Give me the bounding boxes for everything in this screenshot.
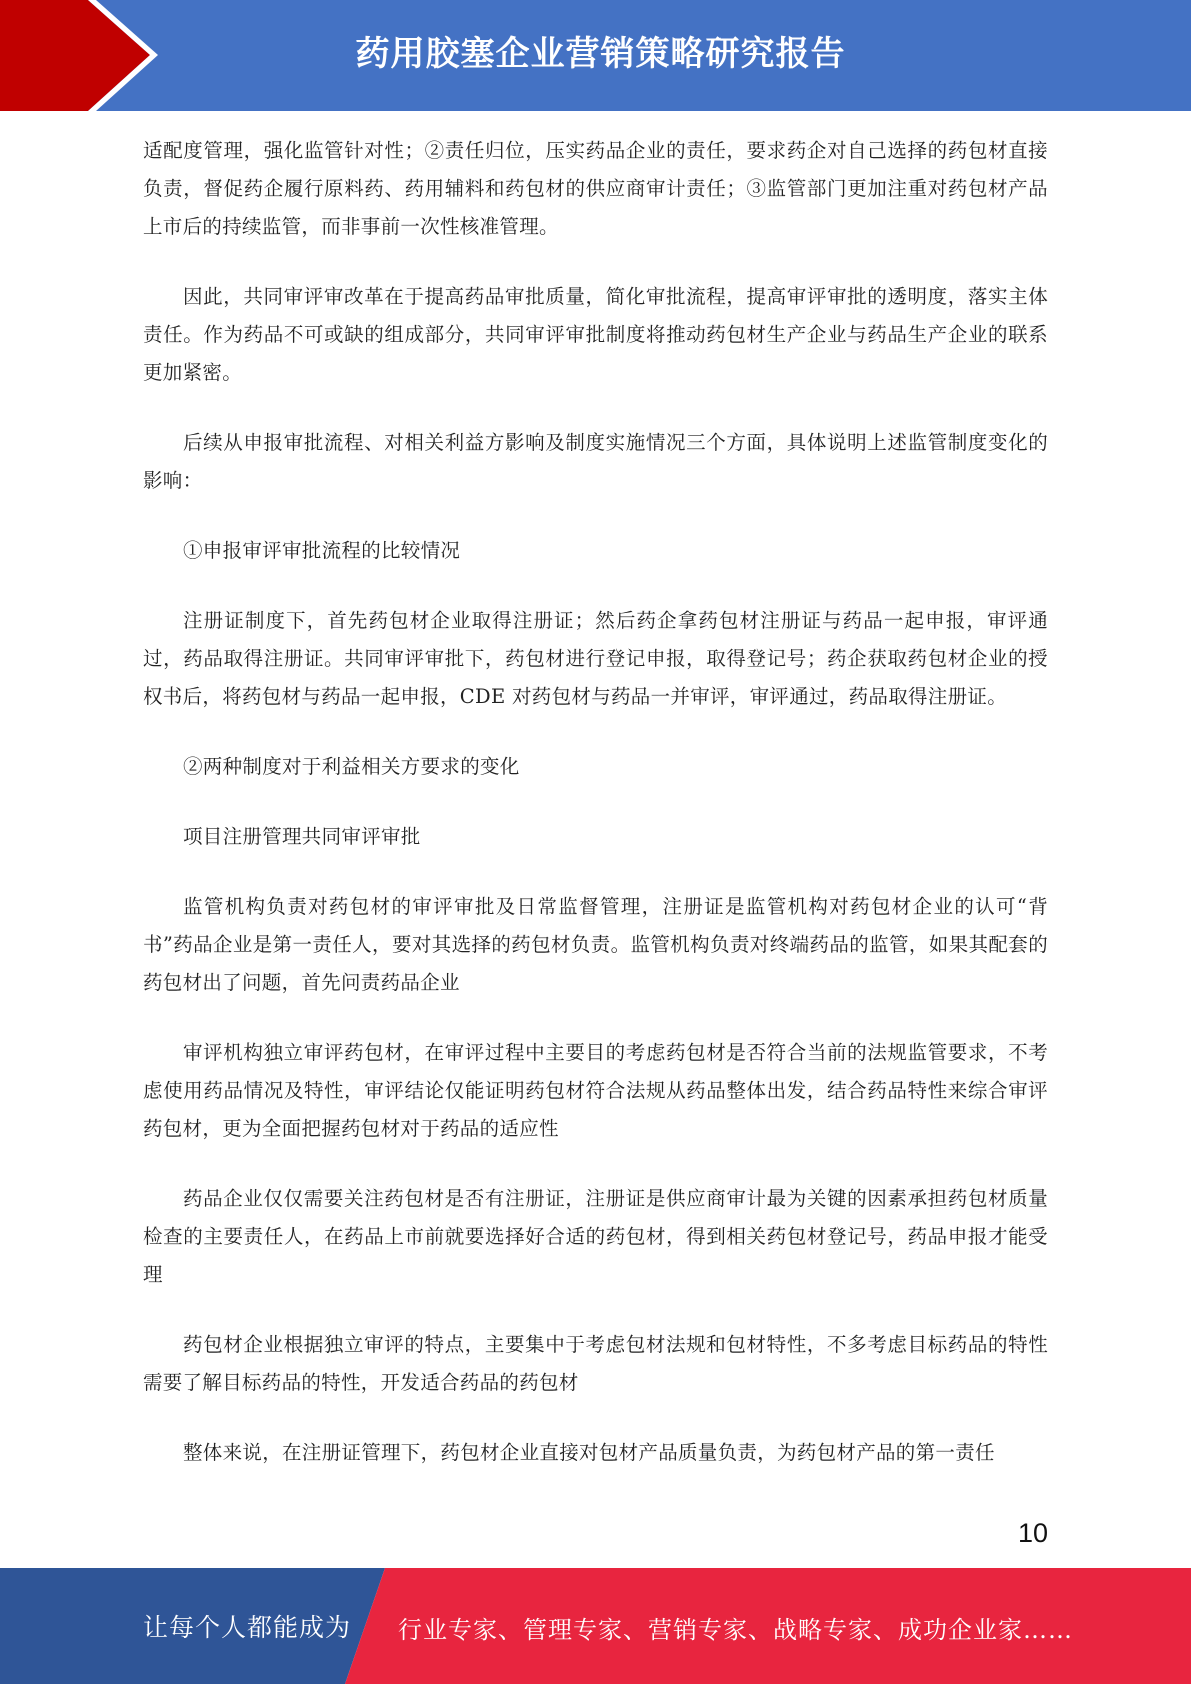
paragraph: 因此，共同审评审改革在于提高药品审批质量，简化审批流程，提高审评审批的透明度，落实主体责任。作为药品不可或缺的组成部分，共同审评审批制度将推动药包材生产企业与药品生产企业的联系更加紧密。 xyxy=(143,285,1048,384)
paragraph: 注册证制度下，首先药包材企业取得注册证；然后药企拿药包材注册证与药品一起申报，审评通过，药品取得注册证。共同审评审批下，药包材进行登记申报，取得登记号；药企获取药包材企业的授权书后，将药包材与药品一起申报，CDE 对药包材与药品一并审评，审评通过，药品取得注册证。 xyxy=(143,609,1048,708)
paragraph: 审评机构独立审评药包材，在审评过程中主要目的考虑药包材是否符合当前的法规监管要求，不考虑使用药品情况及特性，审评结论仅能证明药包材符合法规从药品整体出发，结合药品特性来综合审评药包材，更为全面把握药包材对于药品的适应性 xyxy=(143,1041,1048,1140)
page-footer xyxy=(0,1568,1191,1684)
header-chevron-red xyxy=(0,0,150,111)
footer-slogan-right: 行业专家、管理专家、营销专家、战略专家、成功企业家…… xyxy=(398,1616,1073,1644)
page-header xyxy=(0,0,1191,111)
section-heading: ②两种制度对于利益相关方要求的变化 xyxy=(183,755,520,778)
report-title: 药用胶塞企业营销策略研究报告 xyxy=(355,34,846,74)
paragraph: 后续从申报审批流程、对相关利益方影响及制度实施情况三个方面，具体说明上述监管制度变化的影响： xyxy=(143,431,1048,492)
footer-slogan-left: 让每个人都能成为 xyxy=(143,1613,352,1642)
header-chevron-decoration xyxy=(0,0,160,111)
paragraph: 整体来说，在注册证管理下，药包材企业直接对包材产品质量负责，为药包材产品的第一责任 xyxy=(183,1441,995,1464)
paragraph: 监管机构负责对药包材的审评审批及日常监督管理，注册证是监管机构对药包材企业的认可“背书”药品企业是第一责任人，要对其选择的药包材负责。监管机构负责对终端药品的监管，如果其配套的药包材出了问题，首先问责药品企业 xyxy=(143,895,1048,994)
page-number: 10 xyxy=(1017,1518,1048,1548)
table-header-line: 项目注册管理共同审评审批 xyxy=(183,825,421,848)
section-heading: ①申报审评审批流程的比较情况 xyxy=(183,539,461,562)
paragraph: 药品企业仅仅需要关注药包材是否有注册证，注册证是供应商审计最为关键的因素承担药包材质量检查的主要责任人，在药品上市前就要选择好合适的药包材，得到相关药包材登记号，药品申报才能受理 xyxy=(143,1187,1048,1286)
paragraph: 药包材企业根据独立审评的特点，主要集中于考虑包材法规和包材特性，不多考虑目标药品的特性需要了解目标药品的特性，开发适合药品的药包材 xyxy=(143,1333,1048,1394)
paragraph-continuation: 适配度管理，强化监管针对性；②责任归位，压实药品企业的责任，要求药企对自己选择的药包材直接负责，督促药企履行原料药、药用辅料和药包材的供应商审计责任；③监管部门更加注重对药包材产品上市后的持续监管，而非事前一次性核准管理。 xyxy=(143,139,1048,238)
document-body xyxy=(143,132,1048,1504)
